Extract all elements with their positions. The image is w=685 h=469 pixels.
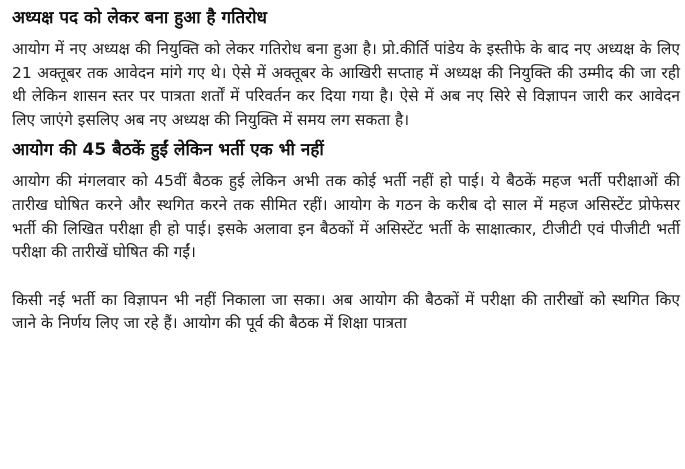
- section-heading-meetings-no-recruitment: आयोग की 45 बैठकें हुईं लेकिन भर्ती एक भी नहीं: [12, 140, 324, 161]
- section-heading-chairperson-deadlock: अध्यक्ष पद को लेकर बना हुआ है गतिरोध: [12, 8, 267, 28]
- paragraph-no-new-advertisement: किसी नई भर्ती का विज्ञापन भी नहीं निकाला जा सका। अब आयोग की बैठकों में परीक्षा की तारीखों को स्थगित किए जाने के निर्णय लिए जा रहे हैं। आयोग की पूर्व की बैठक में शिक्षा पात्रता: [12, 290, 680, 333]
- paragraph-chairperson-appointment: आयोग में नए अध्यक्ष की नियुक्ति को लेकर गतिरोध बना हुआ है। प्रो.कीर्ति पांडेय के इस्तीफे के बाद नए अध्यक्ष के लिए 21 अक्तूबर तक आवेदन मांगे गए थे। ऐसे में अक्तूबर के आखिरी सप्ताह में अध्यक्ष की नियुक्ति की उम्मीद की जा रही थी लेकिन शासन स्तर पर पात्रता शर्तों में परिवर्तन कर दिया गया है। ऐसे में अब नए सिरे से विज्ञापन जारी कर आवेदन लिए जाएंगे इसलिए अब नए अध्यक्ष की नियुक्ति में समय लग सकता है।: [12, 40, 680, 129]
- paragraph-commission-meetings: आयोग की मंगलवार को 45वीं बैठक हुई लेकिन अभी तक कोई भर्ती नहीं हो पाई। ये बैठकें महज भर्ती परीक्षाओं की तारीख घोषित करने और स्थगित करने तक सीमित रहीं। आयोग के गठन के करीब दो साल में महज असिस्टेंट प्रोफेसर भर्ती की लिखित परीक्षा ही हो पाई। इसके अलावा इन बैठकों में असिस्टेंट भर्ती के साक्षात्कार, टीजीटी एवं पीजीटी भर्ती परीक्षा की तारीखें घोषित की गईं।: [12, 172, 680, 262]
- news-article: [12, 0, 680, 336]
